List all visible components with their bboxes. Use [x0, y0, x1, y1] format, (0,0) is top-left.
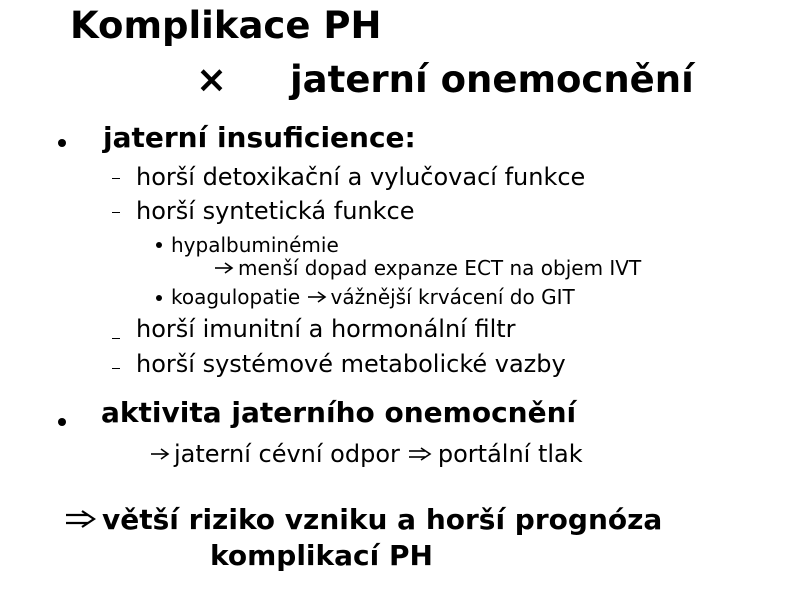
- conclusion-line-1: [64, 504, 662, 536]
- bullet-dot-icon: [156, 295, 162, 301]
- implies-arrow-icon: [408, 447, 432, 461]
- list-item: horší detoxikační a vylučovací funkce: [136, 163, 586, 191]
- section2-detail-a: jaterní cévní odpor: [174, 440, 400, 468]
- implies-arrow-icon: [64, 510, 96, 528]
- page-title-line-2: jaterní onemocnění: [290, 58, 694, 101]
- dash-bullet-icon: [112, 338, 120, 339]
- list-item: horší systémové metabolické vazby: [136, 350, 566, 378]
- right-arrow-icon: [307, 291, 327, 303]
- sub-item-continuation-text: menší dopad expanze ECT na objem IVT: [238, 256, 642, 280]
- right-arrow-icon: [150, 448, 170, 460]
- conclusion-line-2: komplikací PH: [210, 539, 433, 572]
- sub-item-hypalbuminemie: hypalbuminémie: [171, 233, 339, 257]
- section2-detail-b: portální tlak: [437, 440, 583, 468]
- times-symbol: ×: [196, 58, 228, 101]
- sub-item-krvaceni-text: vážnější krvácení do GIT: [330, 285, 575, 309]
- list-item: horší syntetická funkce: [136, 197, 415, 225]
- section-heading-insuficience: jaterní insuficience:: [103, 121, 416, 154]
- dash-bullet-icon: [112, 212, 120, 213]
- right-arrow-icon: [214, 262, 234, 274]
- bullet-dot-icon: [58, 139, 66, 147]
- conclusion-line-1-text: větší riziko vzniku a horší prognóza: [102, 503, 663, 536]
- dash-bullet-icon: [112, 178, 120, 179]
- bullet-dot-icon: [58, 418, 66, 426]
- dash-bullet-icon: [112, 368, 120, 369]
- section2-detail: [150, 440, 583, 468]
- sub-item-koagulopatie: [171, 286, 575, 308]
- sub-item-continuation: [214, 257, 641, 279]
- sub-item-koagulopatie-text: koagulopatie: [171, 285, 301, 309]
- list-item: horší imunitní a hormonální filtr: [136, 315, 516, 343]
- page-title-line-1: Komplikace PH: [70, 4, 382, 47]
- section-heading-aktivita: aktivita jaterního onemocnění: [101, 396, 577, 429]
- bullet-dot-icon: [156, 242, 162, 248]
